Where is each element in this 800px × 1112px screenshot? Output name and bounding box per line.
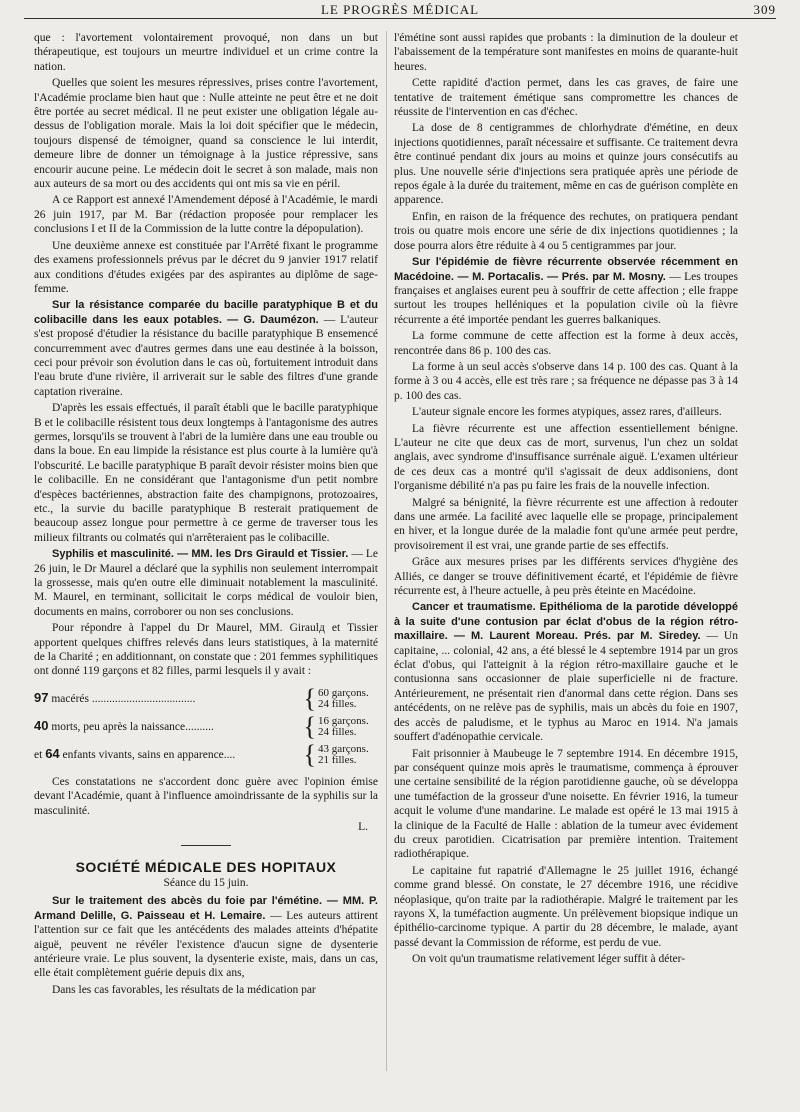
paragraph: La fièvre récurrente est une affection essentiellement bénigne. L'auteur ne cite que deux cas de mort, survenus, l'un chez un soldat anglais, avec syndrome d'insuffisance surrénale aiguë. L'examen ultérieur de ces deux cas a montré qu'il s'agissait de deux addisoniens, dont l'organisme débilité n'a pas pu faire les frais de la nouvelle infection. <box>394 422 738 493</box>
paragraph: La dose de 8 centigrammes de chlorhydrate d'émétine, en deux injections quotidiennes, paraît nécessaire et suffisante. Ce traitement devra être continué pendant dix jours au moins et quinze jours consécutifs au plus. Une nouvelle série d'injections sera pratiquée après une période de repos égale à la durée du traitement, même en cas de guérison complète en apparence. <box>394 122 738 207</box>
paragraph: l'émétine sont aussi rapides que probants : la diminution de la douleur et l'abaissement de la température sont manifestes en moins de quarante-huit heures. <box>394 32 738 73</box>
running-header <box>24 2 776 16</box>
paragraph: La forme à un seul accès s'observe dans 14 p. 100 des cas. Quant à la forme à 3 ou 4 accès, elle est très rare ; sa fréquence ne dépasse pas 3 à 14 p. 100 des cas. <box>394 360 738 402</box>
article-paratyphique <box>34 298 378 399</box>
article-heading: Cancer et traumatisme. Epithélioma de la parotide développé à la suite d'une contusion par éclat d'obus de la région rétro-maxillaire. — M. Laurent Moreau. Prés. par M. Siredey. <box>394 601 738 643</box>
paragraph: Grâce aux mesures prises par les différents services d'hygiène des Alliés, ce danger se trouve définitivement écarté, et l'épidémie de fièvre récurrente est, à l'heure actuelle, à peu près éteinte en Macédoine. <box>394 556 738 598</box>
article-text: — L'auteur s'est proposé d'étudier la résistance du bacille paratyphique B ensemencé concurremment avec d'autres germes dans une eau destinée à la boisson, ceci pour prévoir son évolution dans le cas où, fortuitement introduit dans l'eau brute d'une rivière, il arriverait sur le sable des filtres d'une grande captation riveraine. <box>34 313 378 398</box>
paragraph: La forme commune de cette affection est la forme à deux accès, rencontrée dans 86 p. 100 des cas. <box>394 330 738 357</box>
paragraph: L'auteur signale encore les formes atypiques, assez rares, d'ailleurs. <box>412 406 722 419</box>
article-text: — Les auteurs attirent l'attention sur ce fait que les antécédents des malades atteints d'hépatite aiguë, peuvent ne révéler l'existence d'aucun signe de dysenterie antérieure vraie. Le plus souvent, la dysenterie existe, mais, dans un cas, elle était complètement guérie depuis dix ans, <box>34 909 378 980</box>
header-rule <box>24 18 776 19</box>
article-syphilis <box>34 547 378 619</box>
section-title: SOCIÉTÉ MÉDICALE DES HOPITAUX <box>75 858 337 875</box>
stat-number: 40 <box>34 719 49 734</box>
stat-label: macérés <box>51 693 90 706</box>
section-subtitle: Séance du 15 juin. <box>163 876 249 889</box>
paragraph: Dans les cas favorables, les résultats de la médication par <box>52 983 316 996</box>
right-column <box>394 31 738 969</box>
column-divider <box>386 31 387 1071</box>
article-text: — Le 26 juin, le Dr Maurel a déclaré que la syphilis non seulement interrompait la grossesse, mais qu'en outre elle diminuait notablement la masculinité. M. Maurel, en terminant, sollicitait le corps médical de vouloir bien, documents en mains, corroborer ou non ses conclusions. <box>34 548 378 618</box>
article-fievre <box>394 255 738 327</box>
stat-number: 64 <box>45 747 60 762</box>
article-cancer <box>394 600 738 744</box>
paragraph: A ce Rapport est annexé l'Amendement déposé à l'Académie, le mardi 26 juin 1917, par M. Bar (rédaction proposée pour remplacer les conclusions I et II de la Commission de la lutte contre la dépopulation). <box>34 194 378 236</box>
article-heading: Sur la résistance comparée du bacille paratyphique B et du colibacille dans les eaux potables. — G. Daumézon. <box>34 299 378 326</box>
brace: { <box>303 739 316 769</box>
stats-row: 97 macérés .................................... { 60 garçons. 24 filles. <box>34 683 369 713</box>
paragraph: Enfin, en raison de la fréquence des rechutes, on pratiquera pendant trois ou quatre mois encore une série de dix injections quotidiennes ; la dose pourra alors être réduite à 4 ou 5 centigrammes par jour. <box>394 210 738 252</box>
section-separator <box>181 845 231 846</box>
stat-filles: 21 filles. <box>318 753 357 766</box>
stat-filles: 24 filles. <box>318 725 357 738</box>
stat-number: 97 <box>34 691 49 706</box>
journal-title: LE PROGRÈS MÉDICAL <box>320 2 480 17</box>
paragraph: Cette rapidité d'action permet, dans les cas graves, de faire une tentative de traitement émétique sans compromettre les chances de réussite de l'intervention en cas d'échec. <box>394 77 738 119</box>
article-text: — Un capitaine, ... colonial, 42 ans, a été blessé le 4 septembre 1914 par un gros éclat d'obus, qui l'atteignit à la région rétro-maxillaire gauche et le contusionna sans occasionner de plaie superficielle ni de fracture. Antérieurement, ne présentait rien d'anormal dans cette région. Dans ses antécédents, on ne relève pas de syphilis, mais un abcès du foie en 1907, des accès de paludisme, et le typhus au Maroc en 1914. N'a jamais souffert d'adénopathie cervicale. <box>394 630 738 744</box>
paragraph: que : l'avortement volontairement provoqué, non dans un but thérapeutique, est toujours un meurtre individuel et un crime contre la nation. <box>34 32 378 73</box>
stat-garcons: 43 garçons. <box>318 742 369 755</box>
stats-row: 40 morts, peu après la naissance.......... { 16 garçons. 24 filles. <box>34 711 369 741</box>
article-heading: Syphilis et masculinité. — MM. les Drs Girauld et Tissier. <box>52 548 349 561</box>
paragraph: Le capitaine fut rapatrié d'Allemagne le 25 juillet 1916, échangé comme grand blessé. On constate, le 27 décembre 1916, une récidive néoplasique, qu'on traite par la radiothérapie. Malgré le traitement par les rayons X, la tuméfaction augmente. Un prélèvement biopsique indique un épithélio-carcinome typique. A partir du 28 décembre, le malade, ayant passé devant la Commission de réforme, est perdu de vue. <box>394 864 738 949</box>
stat-garcons: 16 garçons. <box>318 714 369 727</box>
article-emetine <box>34 894 378 980</box>
paragraph: Une deuxième annexe est constituée par l'Arrêté fixant le programme des examens professionnels prévus par le décret du 9 janvier 1917 relatif aux conditions d'études exigées par des aspirantes au diplôme de sage-femme. <box>34 239 378 295</box>
article-heading: Sur le traitement des abcès du foie par l'émétine. — MM. P. Armand Delille, G. Paisseau et H. Lemaire. <box>34 895 378 922</box>
stat-label: morts, peu après la naissance <box>51 721 186 734</box>
paragraph: Pour répondre à l'appel du Dr Maurel, MM. Giraulд et Tissier apportent quelques chiffres relevés dans leurs statistiques, à la maternité de la Charité ; en additionnant, on constate que : 201 femmes syphilitiques ont donné 119 garçons et 82 filles, parmi lesquels il y avait : <box>34 622 378 678</box>
left-column <box>34 31 378 999</box>
brace: { <box>303 683 316 713</box>
paragraph: Malgré sa bénignité, la fièvre récurrente est une affection à redouter dans une armée. La facilité avec laquelle elle se propage, principalement en hiver, et la longue durée de la maladie font qu'une armée peut perdre, provisoirement il est vrai, une grande partie de ses effectifs. <box>394 496 738 552</box>
stats-row: et 64 enfants vivants, sains en apparence.... { 43 garçons. 21 filles. <box>34 739 369 769</box>
stats-table <box>34 685 378 769</box>
signature: L. <box>358 821 368 834</box>
paragraph: D'après les essais effectués, il paraît établi que le bacille paratyphique B et le colibacille résistent tous deux longtemps à l'antagonisme des autres germes, lorsqu'ils se trouvent à l'abri de la lumière dans une eau trouble ou dans la boue. En eau limpide la résistance est plus courte à la lumière qu'à l'obscurité. Le bacille paratyphique B paraît devoir résister moins bien que le colibacille. En ne considérant que l'antagonisme d'un petit nombre d'espèces bactériennes, abstraction faite des champignons, protozoaires, etc., la survie du bacille paratyphique B resterait pratiquement de beaucoup assez longue pour permettre à ce germe de traverser tous les milieux filtrants ou colmatés qui n'arrêteraient pas le colibacille. <box>34 402 378 544</box>
stat-label: enfants vivants, sains en apparence <box>62 749 224 762</box>
paragraph: Fait prisonnier à Maubeuge le 7 septembre 1914. En décembre 1915, par conséquent quinze mois après le traumatisme, commença à éprouver une certaine sensibilité de la région parotidienne gauche, où se développa une tuméfaction de la grosseur d'une noisette. En février 1916, la tumeur acquit le volume d'une mandarine. Le malade est opéré le 13 mai 1915 à la clinique de la Faculté de Halle : ablation de la tumeur avec évidement du creux parotidien. Cicatrisation par première intention. Traitement radiothérapique. <box>394 747 738 861</box>
page-number: 309 <box>753 2 776 17</box>
stat-filles: 24 filles. <box>318 697 357 710</box>
brace: { <box>303 711 316 741</box>
paragraph: On voit qu'un traumatisme relativement léger suffit à déter- <box>412 953 686 966</box>
paragraph: Ces constatations ne s'accordent donc guère avec l'opinion émise devant l'Académie, quant à l'influence amoindrissante de la syphilis sur la masculinité. <box>34 775 378 817</box>
article-heading: Sur l'épidémie de fièvre récurrente observée récemment en Macédoine. — M. Portacalis. — Prés. par M. Mosny. <box>394 256 738 283</box>
stat-garcons: 60 garçons. <box>318 686 369 699</box>
article-text: — Les troupes françaises et anglaises eurent peu à souffrir de cette affection ; elle frappe surtout les troupes helléniques et la population civile où la fièvre récurrente a été importée pendant les guerres balkaniques. <box>394 270 738 326</box>
paragraph: Quelles que soient les mesures répressives, prises contre l'avortement, l'Académie proclame bien haut que : Nulle atteinte ne peut être et ne doit être portée au secret médical. Il ne peut exister une obligation légale au-dessus de l'obligation morale. Mais la loi doit spécifier que le médecin, toujours dispensé de témoigner, quand sa conscience le lui interdit, demeure libre de donner un témoignage à la justice répressive, sans encourir aucune peine. Le médecin doit le secret à son malade, mais non aux auteurs de sa mort ou des accidents qui ont mis sa vie en péril. <box>34 77 378 191</box>
